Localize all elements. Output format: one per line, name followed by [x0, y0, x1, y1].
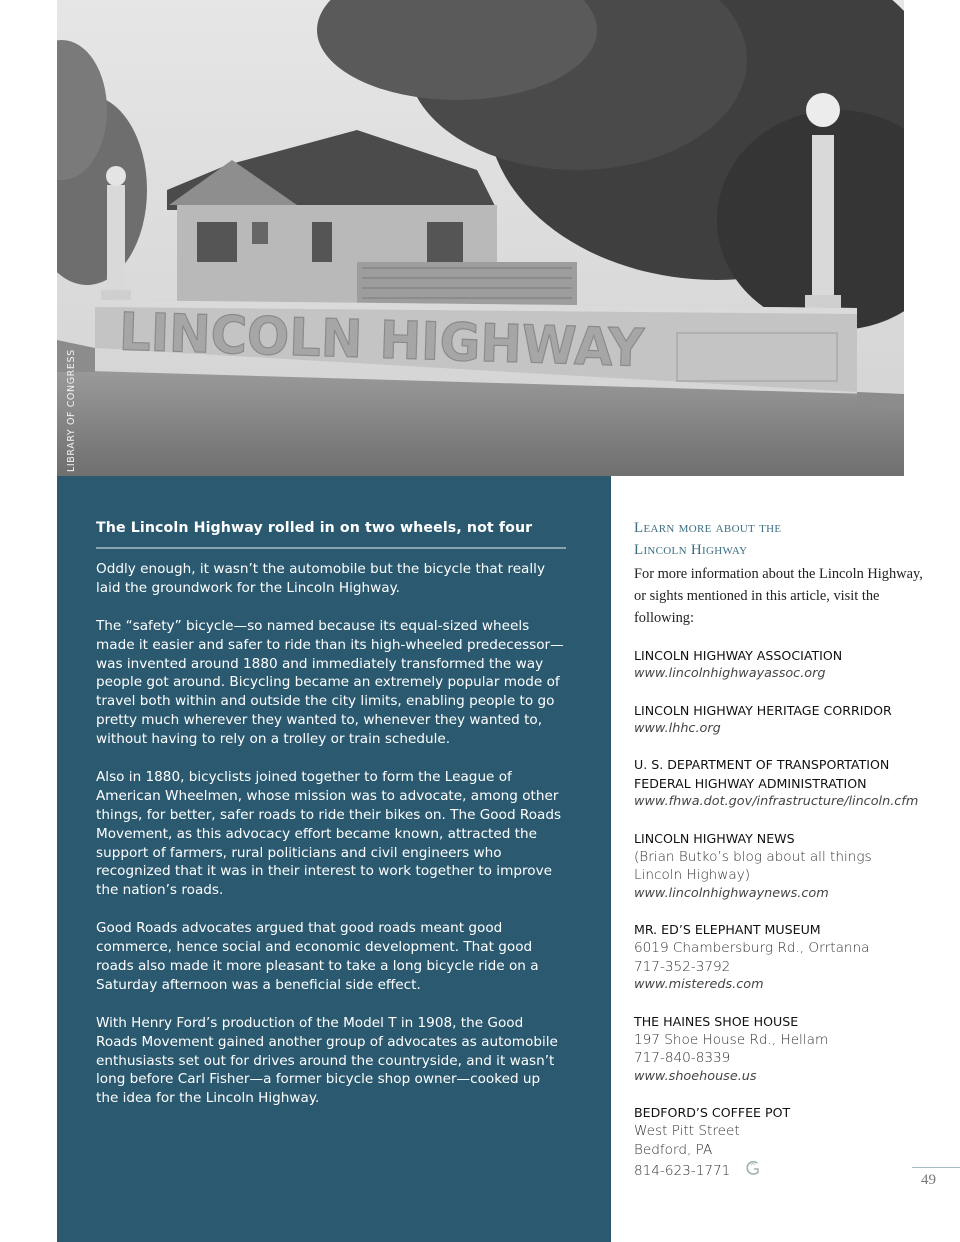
article-headline: The Lincoln Highway rolled in on two wheels, not four: [96, 520, 533, 536]
resources-sidebar: [634, 517, 934, 1183]
resource-detail: Lincoln Highway): [634, 867, 751, 883]
headline-divider: [96, 547, 566, 549]
resource-name: MR. ED’S ELEPHANT MUSEUM: [634, 922, 821, 937]
resource-name: BEDFORD’S COFFEE POT: [634, 1105, 791, 1120]
resource-url[interactable]: www.mistereds.com: [634, 977, 764, 992]
hero-photo: [57, 0, 904, 476]
resource-detail: 717-840-8339: [634, 1050, 731, 1066]
resource-detail: West Pitt Street: [634, 1123, 740, 1139]
sidebar-title-line: Learn more about the: [634, 520, 782, 536]
resource-entry: [634, 1012, 934, 1087]
resource-url[interactable]: www.fhwa.dot.gov/infrastructure/lincoln.cfm: [634, 794, 919, 809]
resource-url[interactable]: www.lhhc.org: [634, 720, 721, 736]
resource-detail: 6019 Chambersburg Rd., Orrtanna: [634, 940, 870, 956]
resource-url[interactable]: www.lincolnhighwaynews.com: [634, 885, 829, 901]
page-number: 49: [921, 1172, 936, 1188]
resource-entry: [634, 755, 934, 812]
resource-entry: [634, 920, 934, 995]
page-number-rule: [912, 1167, 960, 1168]
resource-url[interactable]: www.shoehouse.us: [634, 1068, 757, 1084]
sidebar-title: [634, 517, 934, 561]
sidebar-intro: For more information about the Lincoln Highway, or sights mentioned in this article, visit the following:: [634, 566, 923, 626]
resource-name: LINCOLN HIGHWAY ASSOCIATION: [634, 648, 843, 663]
resource-phone: 814-623-1771: [634, 1163, 731, 1179]
article-paragraph: The “safety” bicycle—so named because its equal-sized wheels made it easier and safer to ride than its high-wheeled predecessor—was invented around 1880 and immediately transformed the way people got around. Bicycling became an extremely popular mode of travel both within and outside the city limits, enabling people to go pretty much wherever they wanted to, whenever they wanted to, without having to rely on a trolley or train schedule.: [96, 617, 564, 748]
article-paragraph: Good Roads advocates argued that good roads meant good commerce, hence social and economic development. That good roads also made it more pleasant to take a long bicycle ride on a Saturday afternoon was a beneficial side effect.: [96, 920, 539, 993]
resource-name: THE HAINES SHOE HOUSE: [634, 1013, 799, 1029]
resource-name: LINCOLN HIGHWAY HERITAGE CORRIDOR: [634, 702, 892, 718]
resource-entry: [634, 1103, 934, 1183]
resource-name: FEDERAL HIGHWAY ADMINISTRATION: [634, 776, 867, 791]
article-paragraph: Also in 1880, bicyclists joined together to form the League of American Wheelmen, whose mission was to advocate, among other things, for better, safer roads to ride their bikes on. The Good Roads Movement, as this advocacy effort became known, attracted the support of farmers, rural politicians and civil engineers who recognized that it was in their interest to work together to improve the nation’s roads.: [96, 768, 562, 899]
cg-logo-icon: [745, 1159, 761, 1183]
resource-entry: [634, 701, 934, 739]
article-paragraph: Oddly enough, it wasn’t the automobile but the bicycle that really laid the groundwork for the Lincoln Highway.: [96, 561, 545, 596]
resource-name: LINCOLN HIGHWAY NEWS: [634, 830, 795, 846]
resource-detail: Bedford, PA: [634, 1141, 713, 1158]
resource-detail: 197 Shoe House Rd., Hellam: [634, 1031, 829, 1048]
resource-entry: [634, 829, 934, 904]
photo-credit: LIBRARY OF CONGRESS: [66, 349, 77, 472]
article-paragraph: With Henry Ford’s production of the Model T in 1908, the Good Roads Movement gained another group of advocates as automobile enthusiasts set out for drives around the countryside, and it wasn’t long before Carl Fisher—a former bicycle shop owner—cooked up the idea for the Lincoln Highway.: [96, 1014, 558, 1107]
resource-name: U. S. DEPARTMENT OF TRANSPORTATION: [634, 757, 890, 772]
resource-detail: (Brian Butko’s blog about all things: [634, 848, 872, 865]
sidebar-title-line: Lincoln Highway: [634, 542, 748, 558]
lincoln-highway-sign-photo: [57, 0, 904, 476]
resource-url[interactable]: www.lincolnhighwayassoc.org: [634, 666, 826, 681]
resource-detail: 717-352-3792: [634, 958, 731, 975]
resource-detail: [634, 1159, 934, 1183]
resource-entry: [634, 646, 934, 684]
article-panel: [57, 476, 611, 1242]
sign-lettering: LINCOLN HIGHWAY: [118, 302, 670, 380]
